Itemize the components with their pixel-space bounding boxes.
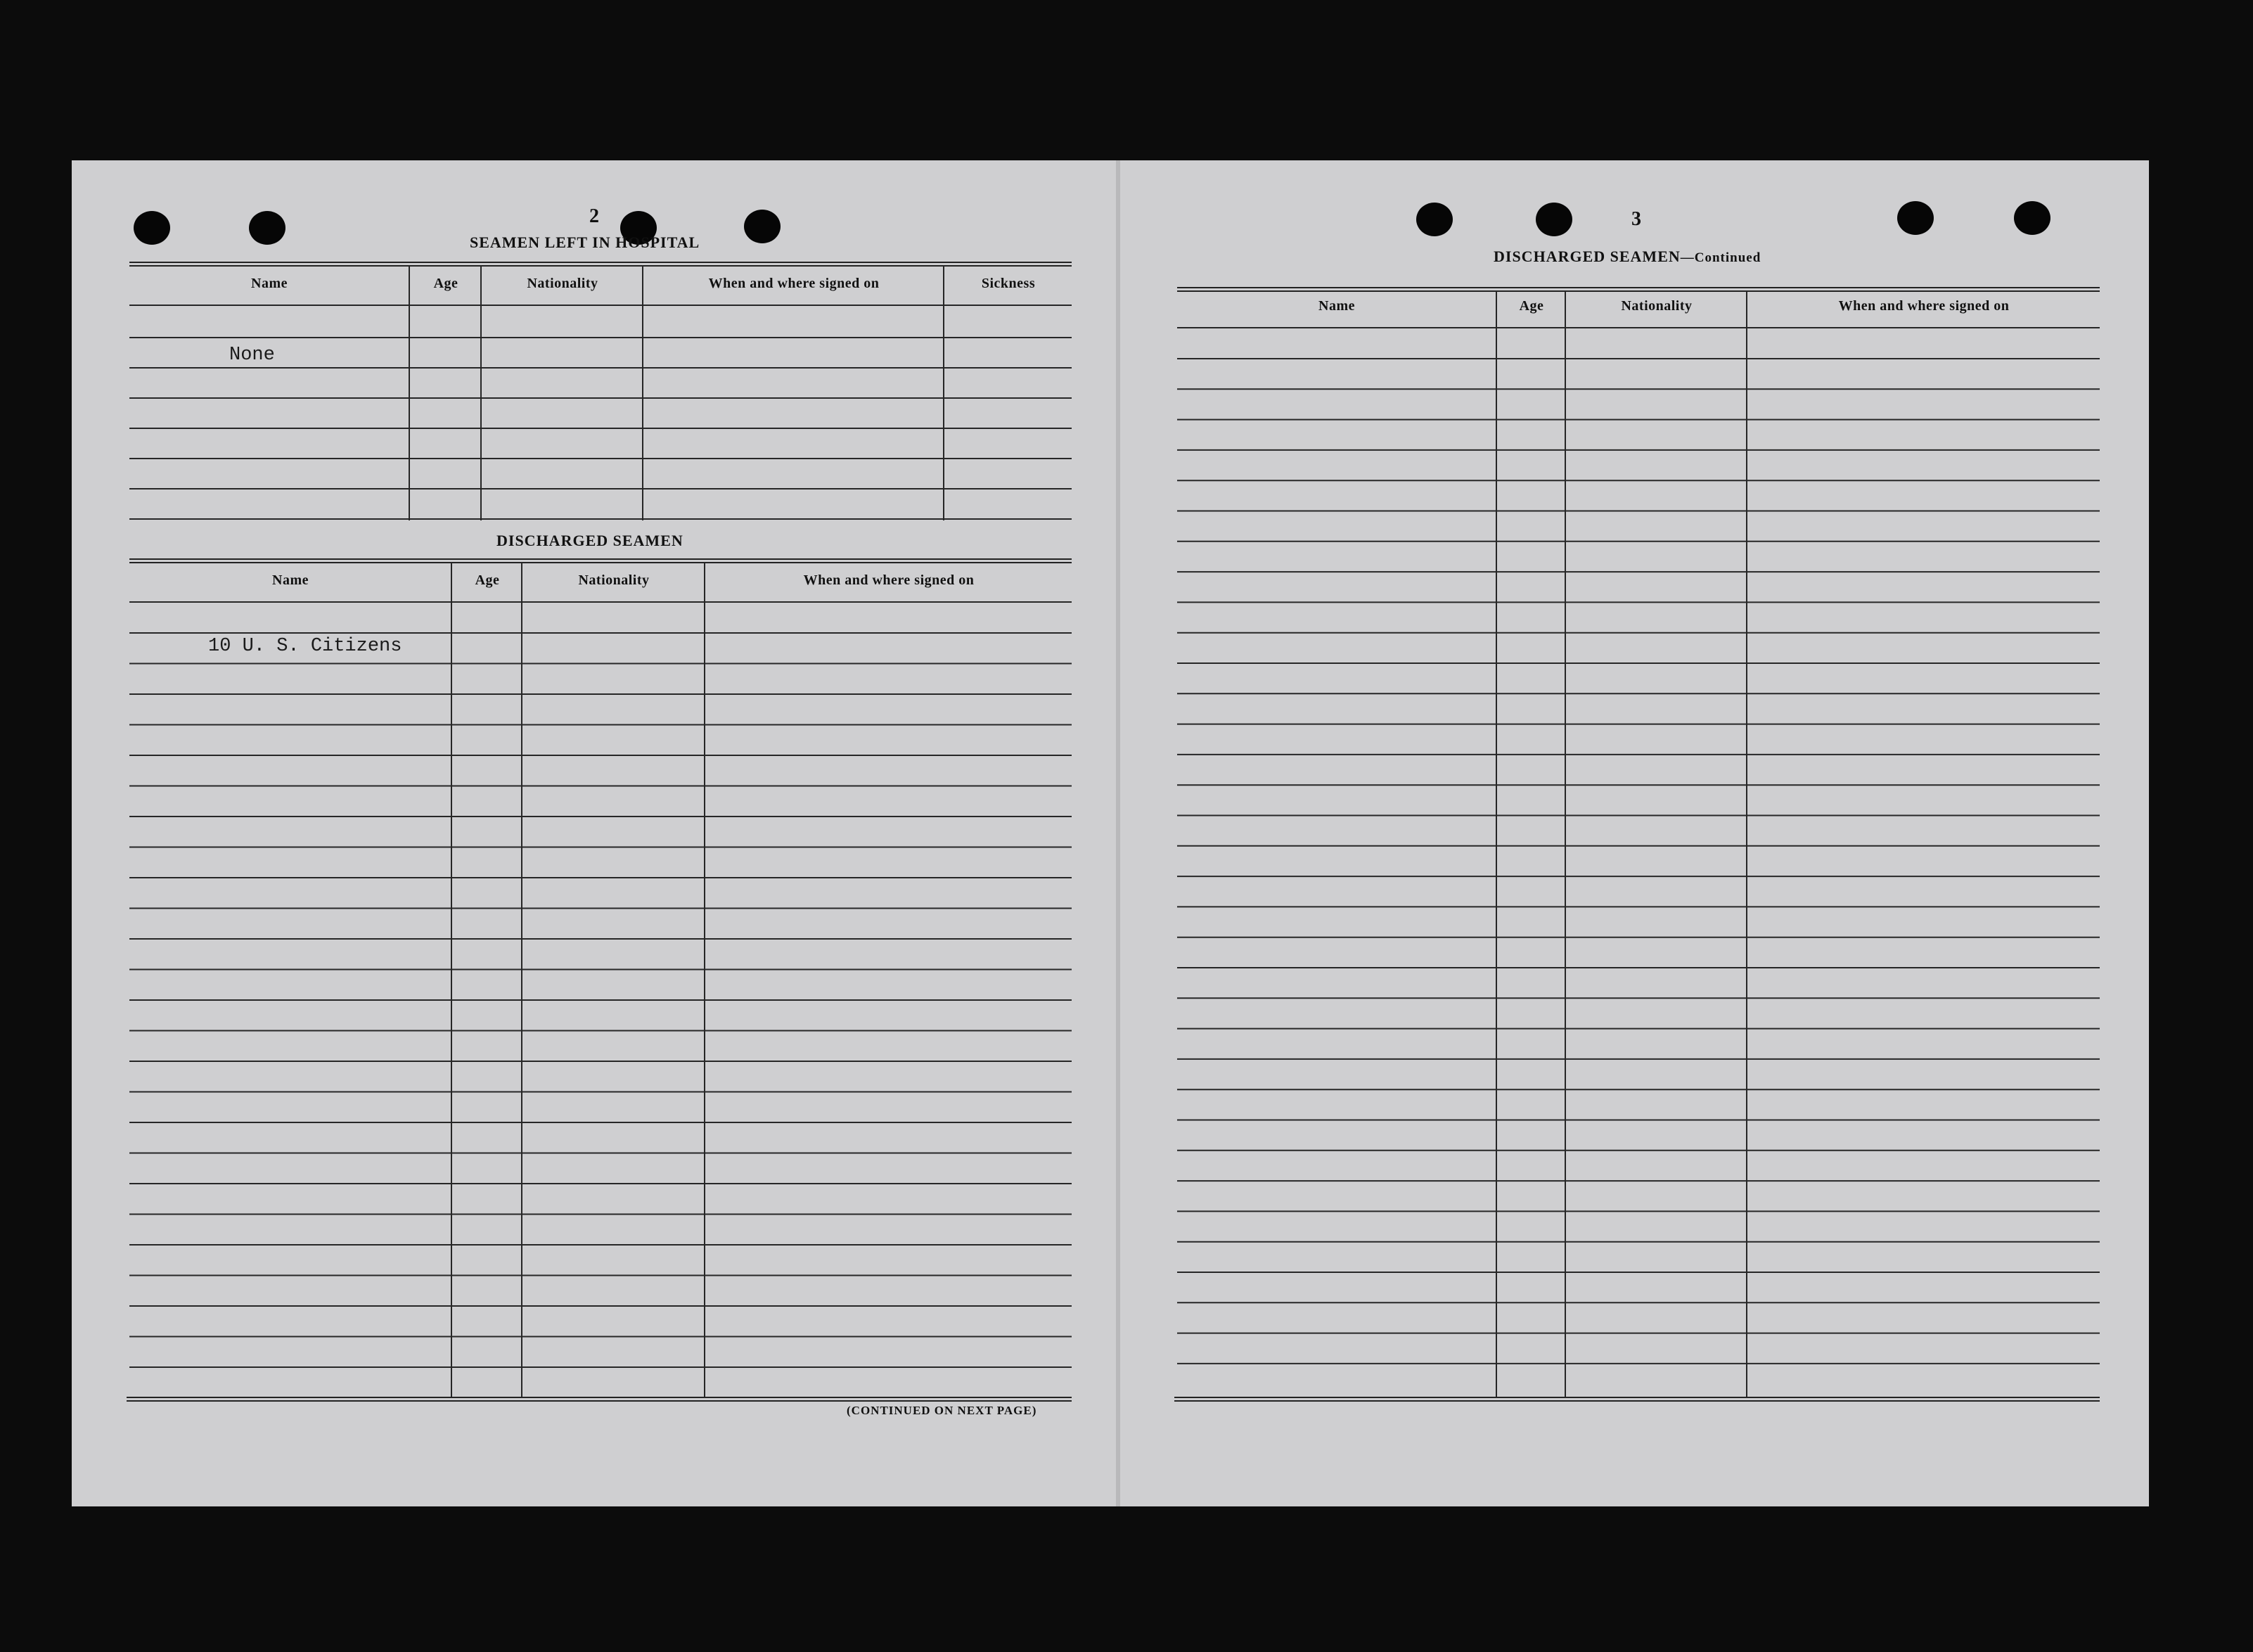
page-number-left: 2 bbox=[589, 205, 599, 227]
discharged-section-title: DISCHARGED SEAMEN bbox=[496, 532, 683, 549]
discharged-col-name: Name bbox=[272, 572, 309, 588]
right-col-nationality: Nationality bbox=[1621, 298, 1693, 314]
right-col-signed-on: When and where signed on bbox=[1838, 298, 2010, 314]
hospital-col-nationality: Nationality bbox=[527, 276, 598, 291]
discharged-col-age: Age bbox=[475, 572, 500, 588]
page-number-right: 3 bbox=[1631, 208, 1641, 230]
discharged-col-signed-on: When and where signed on bbox=[803, 572, 975, 588]
hospital-section-title: SEAMEN LEFT IN HOSPITAL bbox=[470, 233, 700, 251]
hospital-col-signed-on: When and where signed on bbox=[708, 276, 880, 291]
right-section-title-main: DISCHARGED SEAMEN bbox=[1494, 248, 1681, 265]
hospital-entry-name: None bbox=[229, 345, 275, 366]
hospital-col-sickness: Sickness bbox=[981, 276, 1036, 291]
right-section-title-suffix: —Continued bbox=[1680, 250, 1761, 265]
discharged-entry-name: 10 U. S. Citizens bbox=[208, 636, 402, 657]
hospital-col-age: Age bbox=[433, 276, 458, 291]
hospital-col-name: Name bbox=[251, 276, 288, 291]
discharged-col-nationality: Nationality bbox=[578, 572, 650, 588]
right-col-name: Name bbox=[1318, 298, 1355, 314]
continued-note: (CONTINUED ON NEXT PAGE) bbox=[847, 1404, 1037, 1417]
right-col-age: Age bbox=[1519, 298, 1544, 314]
